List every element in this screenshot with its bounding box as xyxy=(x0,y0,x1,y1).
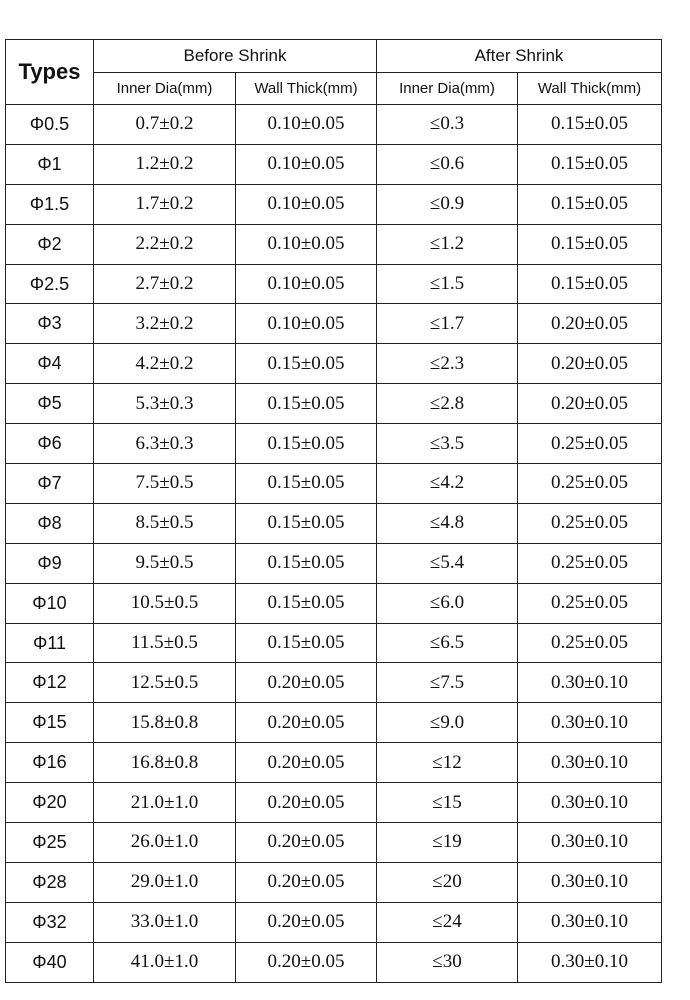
type-cell: Φ20 xyxy=(6,783,94,823)
before-shrink-header: Before Shrink xyxy=(94,40,377,73)
after-wall-thick-cell: 0.15±0.05 xyxy=(518,105,662,145)
type-cell: Φ15 xyxy=(6,703,94,743)
table-row xyxy=(6,105,662,145)
after-wall-thick-cell: 0.25±0.05 xyxy=(518,424,662,464)
after-inner-dia-header: Inner Dia(mm) xyxy=(377,73,518,105)
type-cell: Φ25 xyxy=(6,823,94,863)
table-row xyxy=(6,144,662,184)
before-inner-dia-cell: 12.5±0.5 xyxy=(94,663,236,703)
before-inner-dia-cell: 16.8±0.8 xyxy=(94,743,236,783)
type-cell: Φ3 xyxy=(6,304,94,344)
after-inner-dia-cell: ≤3.5 xyxy=(377,424,518,464)
before-inner-dia-cell: 6.3±0.3 xyxy=(94,424,236,464)
sub-header-row xyxy=(6,73,662,105)
before-wall-thick-cell: 0.15±0.05 xyxy=(236,503,377,543)
type-cell: Φ5 xyxy=(6,384,94,424)
before-wall-thick-cell: 0.10±0.05 xyxy=(236,224,377,264)
before-inner-dia-cell: 41.0±1.0 xyxy=(94,942,236,982)
before-inner-dia-cell: 7.5±0.5 xyxy=(94,464,236,504)
table-row xyxy=(6,942,662,982)
before-inner-dia-cell: 1.2±0.2 xyxy=(94,144,236,184)
after-wall-thick-cell: 0.30±0.10 xyxy=(518,902,662,942)
after-wall-thick-cell: 0.20±0.05 xyxy=(518,384,662,424)
table-row xyxy=(6,184,662,224)
after-inner-dia-cell: ≤2.3 xyxy=(377,344,518,384)
type-cell: Φ1.5 xyxy=(6,184,94,224)
after-wall-thick-header: Wall Thick(mm) xyxy=(518,73,662,105)
before-inner-dia-cell: 33.0±1.0 xyxy=(94,902,236,942)
after-wall-thick-cell: 0.25±0.05 xyxy=(518,543,662,583)
before-inner-dia-cell: 29.0±1.0 xyxy=(94,862,236,902)
type-cell: Φ11 xyxy=(6,623,94,663)
table-row xyxy=(6,543,662,583)
table-body xyxy=(6,105,662,983)
after-inner-dia-cell: ≤2.8 xyxy=(377,384,518,424)
after-wall-thick-cell: 0.30±0.10 xyxy=(518,743,662,783)
table-row xyxy=(6,464,662,504)
type-cell: Φ1 xyxy=(6,144,94,184)
before-wall-thick-cell: 0.10±0.05 xyxy=(236,184,377,224)
before-wall-thick-cell: 0.20±0.05 xyxy=(236,703,377,743)
before-wall-thick-cell: 0.10±0.05 xyxy=(236,105,377,145)
before-inner-dia-cell: 1.7±0.2 xyxy=(94,184,236,224)
before-wall-thick-cell: 0.15±0.05 xyxy=(236,464,377,504)
table-row xyxy=(6,902,662,942)
before-wall-thick-cell: 0.15±0.05 xyxy=(236,424,377,464)
after-wall-thick-cell: 0.30±0.10 xyxy=(518,663,662,703)
before-inner-dia-cell: 15.8±0.8 xyxy=(94,703,236,743)
table-row xyxy=(6,823,662,863)
after-inner-dia-cell: ≤1.7 xyxy=(377,304,518,344)
after-inner-dia-cell: ≤1.5 xyxy=(377,264,518,304)
before-wall-thick-cell: 0.20±0.05 xyxy=(236,743,377,783)
type-cell: Φ2 xyxy=(6,224,94,264)
type-cell: Φ12 xyxy=(6,663,94,703)
after-wall-thick-cell: 0.15±0.05 xyxy=(518,264,662,304)
after-wall-thick-cell: 0.30±0.10 xyxy=(518,823,662,863)
after-wall-thick-cell: 0.20±0.05 xyxy=(518,304,662,344)
before-inner-dia-cell: 21.0±1.0 xyxy=(94,783,236,823)
before-wall-thick-cell: 0.20±0.05 xyxy=(236,783,377,823)
after-wall-thick-cell: 0.30±0.10 xyxy=(518,942,662,982)
type-cell: Φ9 xyxy=(6,543,94,583)
before-inner-dia-cell: 2.2±0.2 xyxy=(94,224,236,264)
after-inner-dia-cell: ≤24 xyxy=(377,902,518,942)
table-row xyxy=(6,663,662,703)
after-inner-dia-cell: ≤30 xyxy=(377,942,518,982)
type-cell: Φ40 xyxy=(6,942,94,982)
after-wall-thick-cell: 0.25±0.05 xyxy=(518,503,662,543)
type-cell: Φ28 xyxy=(6,862,94,902)
table-row xyxy=(6,264,662,304)
group-header-row xyxy=(6,40,662,73)
table-row xyxy=(6,384,662,424)
type-cell: Φ7 xyxy=(6,464,94,504)
before-wall-thick-cell: 0.20±0.05 xyxy=(236,862,377,902)
before-wall-thick-cell: 0.15±0.05 xyxy=(236,344,377,384)
type-cell: Φ10 xyxy=(6,583,94,623)
before-wall-thick-cell: 0.20±0.05 xyxy=(236,902,377,942)
type-cell: Φ4 xyxy=(6,344,94,384)
after-inner-dia-cell: ≤15 xyxy=(377,783,518,823)
before-wall-thick-cell: 0.10±0.05 xyxy=(236,264,377,304)
after-inner-dia-cell: ≤7.5 xyxy=(377,663,518,703)
after-inner-dia-cell: ≤4.2 xyxy=(377,464,518,504)
before-wall-thick-cell: 0.15±0.05 xyxy=(236,583,377,623)
after-wall-thick-cell: 0.25±0.05 xyxy=(518,464,662,504)
table-row xyxy=(6,862,662,902)
before-wall-thick-cell: 0.15±0.05 xyxy=(236,543,377,583)
before-inner-dia-cell: 0.7±0.2 xyxy=(94,105,236,145)
before-wall-thick-cell: 0.20±0.05 xyxy=(236,663,377,703)
after-inner-dia-cell: ≤12 xyxy=(377,743,518,783)
table-row xyxy=(6,583,662,623)
table-row xyxy=(6,783,662,823)
type-cell: Φ0.5 xyxy=(6,105,94,145)
table-row xyxy=(6,623,662,663)
before-wall-thick-cell: 0.15±0.05 xyxy=(236,384,377,424)
after-inner-dia-cell: ≤4.8 xyxy=(377,503,518,543)
type-cell: Φ16 xyxy=(6,743,94,783)
type-cell: Φ8 xyxy=(6,503,94,543)
table-row xyxy=(6,703,662,743)
table-row xyxy=(6,344,662,384)
after-inner-dia-cell: ≤1.2 xyxy=(377,224,518,264)
after-inner-dia-cell: ≤9.0 xyxy=(377,703,518,743)
before-wall-thick-cell: 0.15±0.05 xyxy=(236,623,377,663)
before-inner-dia-header: Inner Dia(mm) xyxy=(94,73,236,105)
before-inner-dia-cell: 10.5±0.5 xyxy=(94,583,236,623)
before-inner-dia-cell: 26.0±1.0 xyxy=(94,823,236,863)
after-inner-dia-cell: ≤20 xyxy=(377,862,518,902)
before-wall-thick-cell: 0.10±0.05 xyxy=(236,304,377,344)
after-wall-thick-cell: 0.30±0.10 xyxy=(518,783,662,823)
table-row xyxy=(6,743,662,783)
before-wall-thick-cell: 0.20±0.05 xyxy=(236,942,377,982)
after-wall-thick-cell: 0.25±0.05 xyxy=(518,583,662,623)
after-inner-dia-cell: ≤0.6 xyxy=(377,144,518,184)
table-row xyxy=(6,503,662,543)
before-wall-thick-cell: 0.10±0.05 xyxy=(236,144,377,184)
types-header: Types xyxy=(6,40,94,105)
table-row xyxy=(6,424,662,464)
before-inner-dia-cell: 4.2±0.2 xyxy=(94,344,236,384)
after-wall-thick-cell: 0.20±0.05 xyxy=(518,344,662,384)
after-wall-thick-cell: 0.15±0.05 xyxy=(518,144,662,184)
shrink-tube-spec-table xyxy=(5,39,662,983)
after-shrink-header: After Shrink xyxy=(377,40,662,73)
after-inner-dia-cell: ≤0.9 xyxy=(377,184,518,224)
after-wall-thick-cell: 0.25±0.05 xyxy=(518,623,662,663)
type-cell: Φ6 xyxy=(6,424,94,464)
before-inner-dia-cell: 2.7±0.2 xyxy=(94,264,236,304)
after-inner-dia-cell: ≤6.0 xyxy=(377,583,518,623)
after-inner-dia-cell: ≤5.4 xyxy=(377,543,518,583)
before-inner-dia-cell: 3.2±0.2 xyxy=(94,304,236,344)
after-wall-thick-cell: 0.30±0.10 xyxy=(518,862,662,902)
type-cell: Φ2.5 xyxy=(6,264,94,304)
before-inner-dia-cell: 11.5±0.5 xyxy=(94,623,236,663)
after-wall-thick-cell: 0.15±0.05 xyxy=(518,224,662,264)
before-wall-thick-cell: 0.20±0.05 xyxy=(236,823,377,863)
after-wall-thick-cell: 0.30±0.10 xyxy=(518,703,662,743)
after-inner-dia-cell: ≤6.5 xyxy=(377,623,518,663)
table-row xyxy=(6,224,662,264)
before-inner-dia-cell: 9.5±0.5 xyxy=(94,543,236,583)
after-inner-dia-cell: ≤0.3 xyxy=(377,105,518,145)
table-row xyxy=(6,304,662,344)
before-wall-thick-header: Wall Thick(mm) xyxy=(236,73,377,105)
before-inner-dia-cell: 8.5±0.5 xyxy=(94,503,236,543)
after-inner-dia-cell: ≤19 xyxy=(377,823,518,863)
before-inner-dia-cell: 5.3±0.3 xyxy=(94,384,236,424)
type-cell: Φ32 xyxy=(6,902,94,942)
after-wall-thick-cell: 0.15±0.05 xyxy=(518,184,662,224)
